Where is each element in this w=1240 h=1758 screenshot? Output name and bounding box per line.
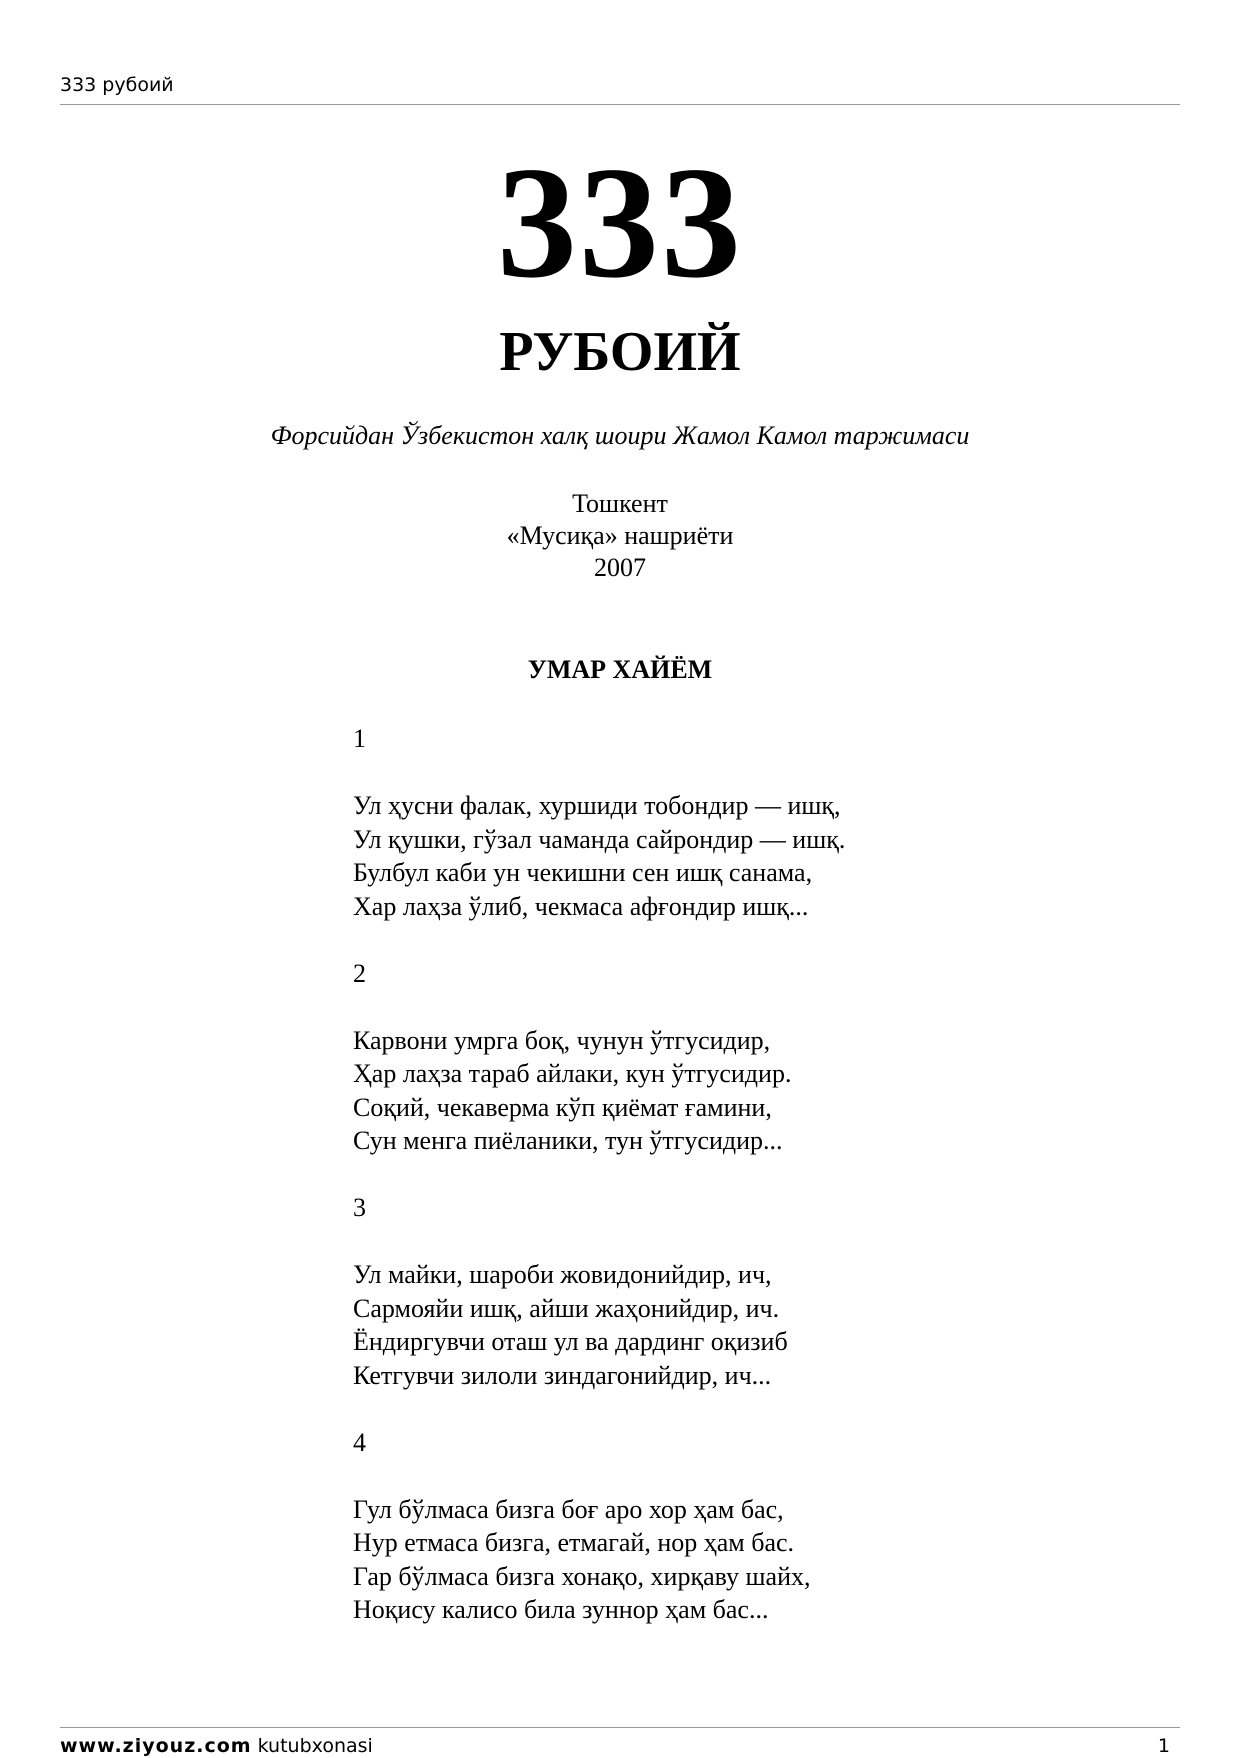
author-heading: УМАР ХАЙЁМ <box>527 655 713 684</box>
verse-line: Ёндиргувчи оташ ул ва дардинг оқизиб <box>353 1327 788 1356</box>
verse-line: Кетгувчи зилоли зиндагонийдир, ич... <box>353 1360 772 1390</box>
page-footer <box>60 1727 1180 1758</box>
verse-line: Ул қушки, гўзал чаманда сайрондир — ишқ. <box>353 824 846 854</box>
poem <box>353 722 845 923</box>
title-number: 333 <box>497 133 743 311</box>
verse-line: Нур етмаса бизга, етмагай, нор ҳам бас. <box>353 1528 795 1557</box>
footer-site-link[interactable]: www.ziyouz.com <box>60 1735 252 1757</box>
translator-subtitle: Форсийдан Ўзбекистон халқ шоири Жамол Камол таржимаси <box>270 421 970 450</box>
verse-line: Ноқису калисо била зуннор ҳам бас... <box>353 1595 769 1624</box>
verse-line: Карвони умрга боқ, чунун ўтгусидир, <box>353 1025 771 1055</box>
running-title: 333 рубоий <box>60 74 174 96</box>
poem-number: 2 <box>353 958 366 988</box>
footer-library-label: kutubxonasi <box>257 1735 373 1757</box>
poem-number: 4 <box>353 1427 366 1457</box>
poem <box>353 1191 845 1392</box>
imprint-year: 2007 <box>594 553 646 582</box>
poems-list <box>353 722 845 1660</box>
poem <box>353 1426 845 1627</box>
verse-line: Ул ҳусни фалак, хуршиди тобондир — ишқ, <box>353 791 841 820</box>
imprint-city: Тошкент <box>572 489 668 518</box>
poem-number: 3 <box>353 1193 366 1222</box>
poem <box>353 957 845 1158</box>
verse-line: Соқий, чекаверма кўп қиёмат ғамини, <box>353 1092 772 1122</box>
imprint <box>0 488 1240 584</box>
verse-line: Ул майки, шароби жовидонийдир, ич, <box>353 1260 772 1289</box>
verse-line: Сун менга пиёланики, тун ўтгусидир... <box>353 1126 783 1155</box>
imprint-publisher: «Мусиқа» нашриёти <box>506 521 734 550</box>
verse-line: Хар лаҳза ўлиб, чекмаса афғондир ишқ... <box>353 891 809 921</box>
verse-line: Булбул каби ун чекишни сен ишқ санама, <box>353 858 813 887</box>
page-number: 1 <box>1157 1735 1170 1757</box>
verse-line: Гар бўлмаса бизга хонақо, хирқаву шайх, <box>353 1561 811 1591</box>
verse-line: Гул бўлмаса бизга боғ аро хор ҳам бас, <box>353 1494 784 1524</box>
title-word: РУБОИЙ <box>499 321 741 383</box>
page-header <box>60 74 1180 105</box>
verse-line: Ҳар лаҳза тараб айлаки, кун ўтгусидир. <box>353 1059 792 1088</box>
verse-line: Сармояйи ишқ, айши жаҳонийдир, ич. <box>353 1293 780 1323</box>
poem-number: 1 <box>353 724 366 753</box>
